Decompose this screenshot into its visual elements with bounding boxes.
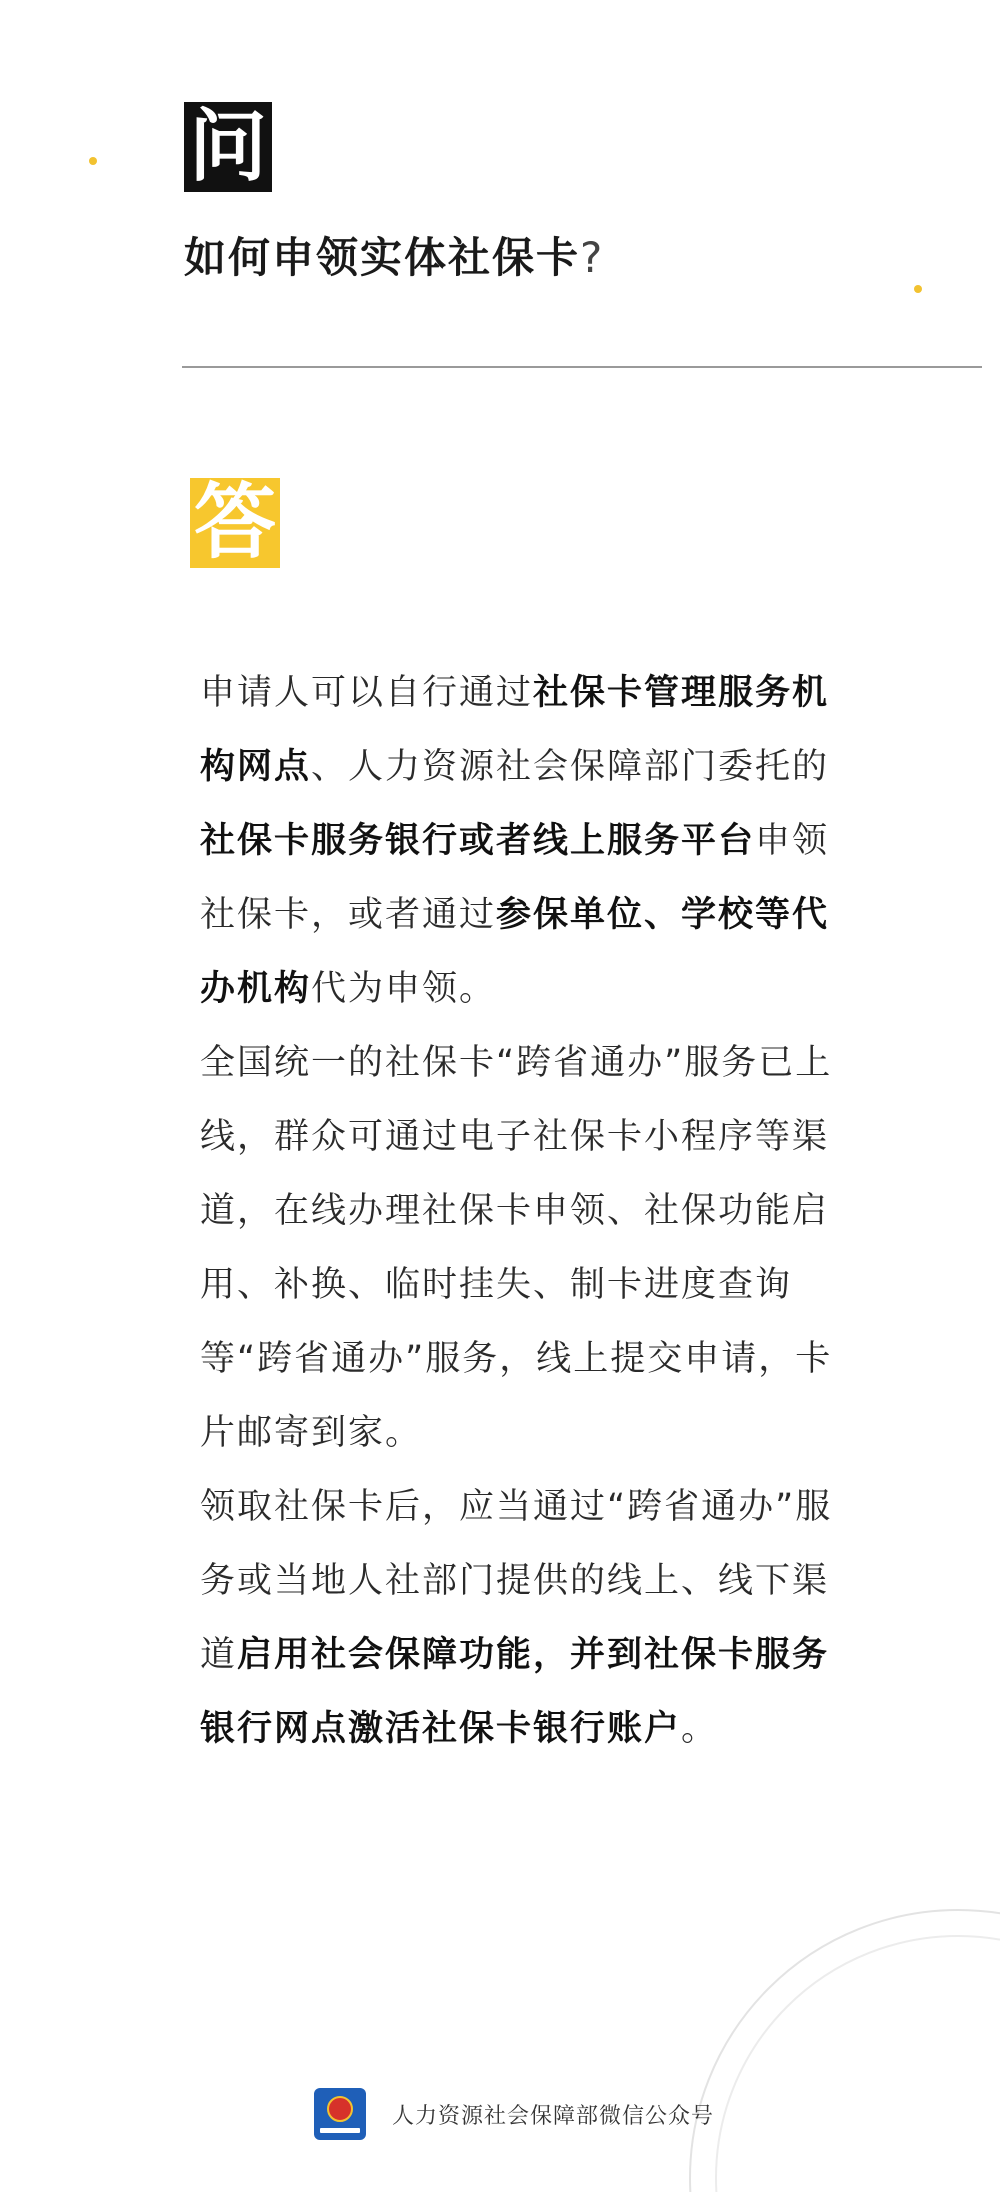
answer-text-segment: 代为申领。	[311, 969, 497, 1009]
answer-text-segment: 全国统一的社保卡“跨省通办”服务已上线，群众可通过电子社保卡小程序等渠道，在线办理社保卡申领、社保功能启用、补换、临时挂失、制卡进度查询等“跨省通办”服务，线上提交申请，卡片邮寄到家。	[200, 1043, 833, 1453]
decorative-dot-right	[914, 285, 922, 293]
footer	[314, 2088, 714, 2140]
question-mark: ?	[580, 233, 605, 282]
question-title-text: 如何申领实体社保卡	[184, 233, 581, 282]
answer-highlight-segment: 社保卡管理服务机构网点	[200, 672, 830, 787]
answer-paragraph-1	[200, 656, 844, 1026]
government-emblem-icon	[314, 2088, 366, 2140]
answer-text-segment: 领取社保卡后，应当通过“跨省通办”服务或当地人社部门提供的线上、线下渠道	[200, 1487, 833, 1675]
footer-account-name: 人力资源社会保障部微信公众号	[392, 2103, 715, 2129]
answer-paragraph-2	[200, 1026, 844, 1470]
answer-body	[200, 656, 844, 1766]
answer-highlight-segment: 启用社会保障功能，并到社保卡服务银行网点激活社保卡银行账户	[200, 1634, 830, 1749]
answer-text-segment: 申领社保卡，或者通过	[200, 821, 830, 935]
answer-text-segment: 申请人可以自行通过	[200, 673, 534, 713]
answer-text-segment: 。	[681, 1709, 719, 1749]
decorative-dot-left	[89, 157, 97, 165]
question-title	[184, 230, 604, 286]
question-badge: 问	[184, 102, 272, 192]
answer-badge: 答	[190, 478, 280, 568]
answer-highlight-segment: 参保单位、学校等代办机构	[200, 894, 830, 1009]
answer-text-segment: 、人力资源社会保障部门委托的	[311, 747, 830, 787]
section-divider	[182, 366, 982, 368]
answer-paragraph-3	[200, 1470, 844, 1766]
answer-highlight-segment: 社保卡服务银行或者线上服务平台	[200, 820, 756, 861]
